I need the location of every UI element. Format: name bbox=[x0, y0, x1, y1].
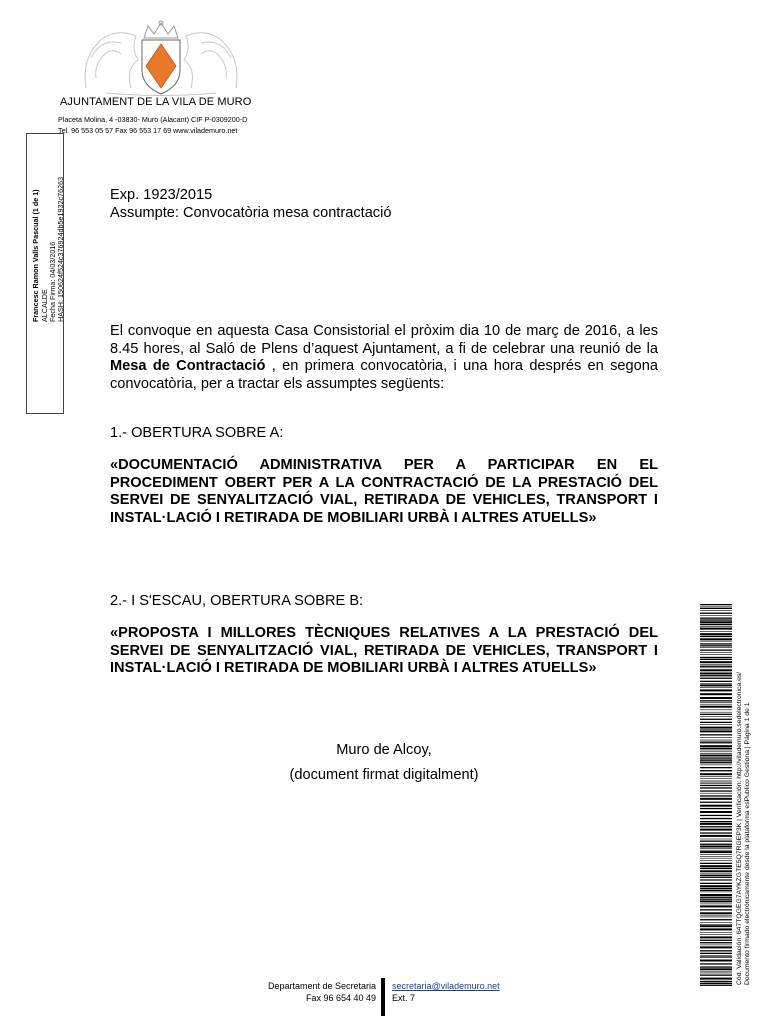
barcode-bar bbox=[700, 673, 732, 675]
barcode-bar bbox=[700, 917, 732, 918]
barcode-bar bbox=[700, 657, 732, 658]
barcode-bar bbox=[700, 647, 732, 648]
barcode-bar bbox=[700, 879, 732, 880]
barcode-bar bbox=[700, 767, 732, 768]
barcode-bar bbox=[700, 975, 732, 976]
barcode-bar bbox=[700, 900, 732, 902]
barcode-bar bbox=[700, 890, 732, 891]
barcode-bar bbox=[700, 668, 732, 669]
barcode-bar bbox=[700, 706, 732, 708]
barcode-bar bbox=[700, 687, 732, 688]
barcode-bar bbox=[700, 870, 732, 872]
barcode-bar bbox=[700, 826, 732, 827]
barcode-bar bbox=[700, 818, 732, 819]
barcode-bar bbox=[700, 785, 732, 786]
barcode-bar bbox=[700, 702, 732, 703]
barcode-bar bbox=[700, 925, 732, 927]
barcode-bar bbox=[700, 643, 732, 644]
barcode-bar bbox=[700, 875, 732, 876]
barcode-bar bbox=[700, 636, 732, 637]
barcode-bar bbox=[700, 924, 732, 925]
item-2-description: «PROPOSTA I MILLORES TÈCNIQUES RELATIVES A LA PRESTACIÓ DEL SERVEI DE SENYALITZACIÓ VIAL, RETIRADA DE VEHICLES, TRANSPORT I INSTAL·LACIÓ I RETIRADA DE MOBILIARI URBÀ I ALTRES ATUELLS» bbox=[110, 625, 658, 677]
barcode-bar bbox=[700, 877, 732, 878]
barcode-bar bbox=[700, 684, 732, 686]
barcode-bar bbox=[700, 757, 732, 758]
barcode-bar bbox=[700, 846, 732, 848]
barcode-bar bbox=[700, 972, 732, 973]
barcode-bar bbox=[700, 904, 732, 905]
barcode-bar bbox=[700, 716, 732, 717]
barcode-bar bbox=[700, 912, 732, 914]
barcode-bar bbox=[700, 790, 732, 791]
barcode-bar bbox=[700, 934, 732, 935]
barcode-bar bbox=[700, 899, 732, 900]
barcode-bar bbox=[700, 762, 732, 763]
intro-text-end: , en primera convocatòria, i una hora després en segona convocatòria, per a tractar els assumptes següents: bbox=[110, 358, 658, 393]
barcode-bar bbox=[700, 811, 732, 813]
signer-name: Francesc Ramon Valls Pascual (1 de 1) bbox=[31, 189, 40, 322]
barcode-bar bbox=[700, 710, 732, 711]
barcode-bar bbox=[700, 782, 732, 783]
barcode-bar bbox=[700, 963, 732, 964]
barcode-bar bbox=[700, 608, 732, 609]
barcode-bar bbox=[700, 950, 732, 951]
barcode-bar bbox=[700, 928, 732, 930]
barcode-bar bbox=[700, 724, 732, 725]
subject-line: Assumpte: Convocatòria mesa contractació bbox=[110, 205, 392, 221]
barcode-bar bbox=[700, 983, 732, 984]
footer-divider bbox=[381, 978, 385, 1016]
barcode-bar bbox=[700, 860, 732, 861]
validation-code-text: Cód. Validación: 647TQGEG7AYKZGTE5Q7RGEP3K | Verificación: http://vilademuro.sedelectronica.es/ bbox=[736, 671, 743, 985]
barcode-bar bbox=[700, 631, 732, 632]
barcode-bar bbox=[700, 945, 732, 946]
barcode-bar bbox=[700, 940, 732, 941]
barcode-bar bbox=[700, 741, 732, 742]
barcode-bar bbox=[700, 865, 732, 867]
email-link[interactable]: secretaria@vilademuro.net bbox=[392, 981, 500, 991]
barcode-bar bbox=[700, 894, 732, 896]
intro-bold-text: Mesa de Contractació bbox=[110, 358, 266, 375]
barcode-bar bbox=[700, 805, 732, 807]
barcode-bar bbox=[700, 626, 732, 627]
organization-name: AJUNTAMENT DE LA VILA DE MURO bbox=[60, 96, 252, 108]
signature-date: Fecha Firma: 04/03/2016 bbox=[48, 241, 57, 322]
barcode-bar bbox=[700, 916, 732, 917]
barcode-bar bbox=[700, 727, 732, 729]
barcode-bar bbox=[700, 765, 732, 766]
barcode-bar bbox=[700, 966, 732, 967]
barcode-bar bbox=[700, 955, 732, 956]
signature-platform-text: Documento firmado electrónicamente desde la plataforma esPublico Gestiona | Página 1 de 1 bbox=[744, 702, 751, 985]
barcode-bar bbox=[700, 760, 732, 761]
barcode-bar bbox=[700, 909, 732, 910]
barcode-bar bbox=[700, 781, 732, 782]
barcode-bar bbox=[700, 858, 732, 859]
barcode-bar bbox=[700, 973, 732, 974]
barcode-bar bbox=[700, 722, 732, 723]
intro-text: El convoque en aquesta Casa Consistorial el pròxim dia 10 de març de 2016, a les 8.45 hores, al Saló de Plens d’aquest Ajuntament, a fi de celebrar una reunió de la bbox=[110, 323, 658, 357]
barcode-bar bbox=[700, 689, 732, 691]
barcode-bar bbox=[700, 981, 732, 982]
barcode-bar bbox=[700, 832, 732, 833]
barcode-bar bbox=[700, 968, 732, 970]
barcode-bar bbox=[700, 956, 732, 957]
barcode-bar bbox=[700, 880, 732, 881]
barcode-bar bbox=[700, 863, 732, 864]
item-1-description: «DOCUMENTACIÓ ADMINISTRATIVA PER A PARTICIPAR EN EL PROCEDIMENT OBERT PER A LA CONTRACTACIÓ DE LA PRESTACIÓ DEL SERVEI DE SENYALITZACIÓ VIAL, RETIRADA DE VEHICLES, TRANSPORT I INSTAL·LACIÓ I RETIRADA DE MOBILIARI URBÀ I ALTRES ATUELLS» bbox=[110, 457, 658, 527]
barcode-bar bbox=[700, 829, 732, 831]
barcode-bar bbox=[700, 808, 732, 809]
barcode-bar bbox=[700, 615, 732, 616]
barcode-bar bbox=[700, 835, 732, 837]
barcode-bar bbox=[700, 712, 732, 713]
barcode-bar bbox=[700, 610, 732, 611]
barcode-bar bbox=[700, 932, 732, 933]
barcode-bar bbox=[700, 681, 732, 682]
barcode-bar bbox=[700, 960, 732, 962]
barcode-bar bbox=[700, 758, 732, 759]
signature-hash: HASH: 150624f524c376924db5e1932c76263 bbox=[56, 176, 65, 322]
department-name: Departament de Secretaria bbox=[267, 981, 376, 991]
barcode-bar bbox=[700, 645, 732, 646]
barcode-bar bbox=[700, 683, 732, 684]
signer-role: ALCALDE bbox=[40, 289, 49, 322]
barcode-bar bbox=[700, 755, 732, 757]
address-line: Placeta Molina, 4 -03830- Muro (Alacant) CIF P-0309200-D bbox=[58, 115, 248, 124]
barcode-bar bbox=[700, 650, 732, 651]
barcode-bar bbox=[700, 664, 732, 665]
barcode-bar bbox=[700, 850, 732, 851]
expedient-number: Exp. 1923/2015 bbox=[110, 187, 213, 203]
barcode-bar bbox=[700, 985, 732, 986]
municipal-crest-logo bbox=[76, 18, 246, 98]
barcode-bar bbox=[700, 624, 732, 625]
barcode-bar bbox=[700, 618, 732, 619]
barcode-bar bbox=[700, 613, 732, 614]
barcode-bar bbox=[700, 946, 732, 948]
barcode-bar bbox=[700, 778, 732, 779]
barcode-bar bbox=[700, 888, 732, 889]
barcode-bar bbox=[700, 638, 732, 640]
barcode-bar bbox=[700, 621, 732, 623]
barcode-bar bbox=[700, 719, 732, 720]
barcode-bar bbox=[700, 823, 732, 825]
barcode-bar bbox=[700, 714, 732, 715]
barcode-bar bbox=[700, 628, 732, 630]
barcode-bar bbox=[700, 851, 732, 853]
barcode-bar bbox=[700, 753, 732, 754]
barcode-bar bbox=[700, 783, 732, 784]
signing-place: Muro de Alcoy, bbox=[336, 742, 432, 758]
intro-paragraph bbox=[110, 323, 658, 394]
barcode-bar bbox=[700, 669, 732, 671]
barcode-bar bbox=[700, 652, 732, 653]
barcode-bar bbox=[700, 787, 732, 788]
barcode-bar bbox=[700, 678, 732, 679]
barcode-bar bbox=[700, 729, 732, 730]
barcode-bar bbox=[700, 740, 732, 741]
barcode-bar bbox=[700, 854, 732, 855]
barcode-bar bbox=[700, 802, 732, 803]
signature-note: (document firmat digitalment) bbox=[289, 767, 479, 783]
barcode-bar bbox=[700, 737, 732, 738]
barcode-bar bbox=[700, 839, 732, 840]
barcode-bar bbox=[700, 750, 732, 751]
barcode-bar bbox=[700, 697, 732, 699]
barcode-bar bbox=[700, 742, 732, 743]
extension-number: Ext. 7 bbox=[392, 993, 416, 1003]
department-fax: Fax 96 654 40 49 bbox=[305, 993, 376, 1003]
barcode-bar bbox=[700, 844, 732, 845]
barcode-bar bbox=[700, 734, 732, 735]
verification-barcode bbox=[700, 604, 732, 986]
barcode-bar bbox=[700, 942, 732, 943]
barcode-bar bbox=[700, 659, 732, 660]
barcode-bar bbox=[700, 897, 732, 898]
barcode-bar bbox=[700, 745, 732, 747]
barcode-bar bbox=[700, 607, 732, 608]
barcode-bar bbox=[700, 936, 732, 938]
barcode-bar bbox=[700, 905, 732, 907]
barcode-bar bbox=[700, 748, 732, 749]
barcode-bar bbox=[700, 856, 732, 857]
barcode-bar bbox=[700, 770, 732, 771]
barcode-bar bbox=[700, 730, 732, 732]
item-2-title: 2.- I S'ESCAU, OBERTURA SOBRE B: bbox=[110, 593, 364, 609]
signature-stamp bbox=[26, 133, 64, 414]
barcode-bar bbox=[700, 978, 732, 980]
barcode-bar bbox=[700, 693, 732, 695]
barcode-bar bbox=[700, 885, 732, 887]
barcode-bar bbox=[700, 892, 732, 893]
contact-line: Tel. 96 553 05 57 Fax 96 553 17 69 www.vilademuro.net bbox=[58, 126, 238, 135]
barcode-bar bbox=[700, 641, 732, 642]
barcode-bar bbox=[700, 752, 732, 753]
barcode-bar bbox=[700, 868, 732, 869]
barcode-bar bbox=[700, 604, 732, 605]
barcode-bar bbox=[700, 700, 732, 701]
barcode-bar bbox=[700, 776, 732, 777]
barcode-bar bbox=[700, 821, 732, 822]
barcode-bar bbox=[700, 773, 732, 775]
barcode-bar bbox=[700, 874, 732, 875]
barcode-bar bbox=[700, 848, 732, 849]
footer-contact bbox=[392, 980, 500, 1004]
barcode-bar bbox=[700, 798, 732, 800]
barcode-bar bbox=[700, 661, 732, 663]
barcode-bar bbox=[700, 704, 732, 705]
barcode-bar bbox=[700, 633, 732, 635]
barcode-bar bbox=[700, 666, 732, 667]
barcode-bar bbox=[700, 654, 732, 655]
item-1-title: 1.- OBERTURA SOBRE A: bbox=[110, 425, 284, 441]
footer-department bbox=[220, 980, 376, 1004]
barcode-bar bbox=[700, 883, 732, 884]
barcode-bar bbox=[700, 619, 732, 620]
barcode-bar bbox=[700, 793, 732, 794]
barcode-bar bbox=[700, 922, 732, 923]
barcode-bar bbox=[700, 675, 732, 676]
barcode-bar bbox=[700, 815, 732, 816]
barcode-bar bbox=[700, 919, 732, 920]
barcode-bar bbox=[700, 841, 732, 842]
barcode-bar bbox=[700, 953, 732, 954]
barcode-bar bbox=[700, 795, 732, 796]
